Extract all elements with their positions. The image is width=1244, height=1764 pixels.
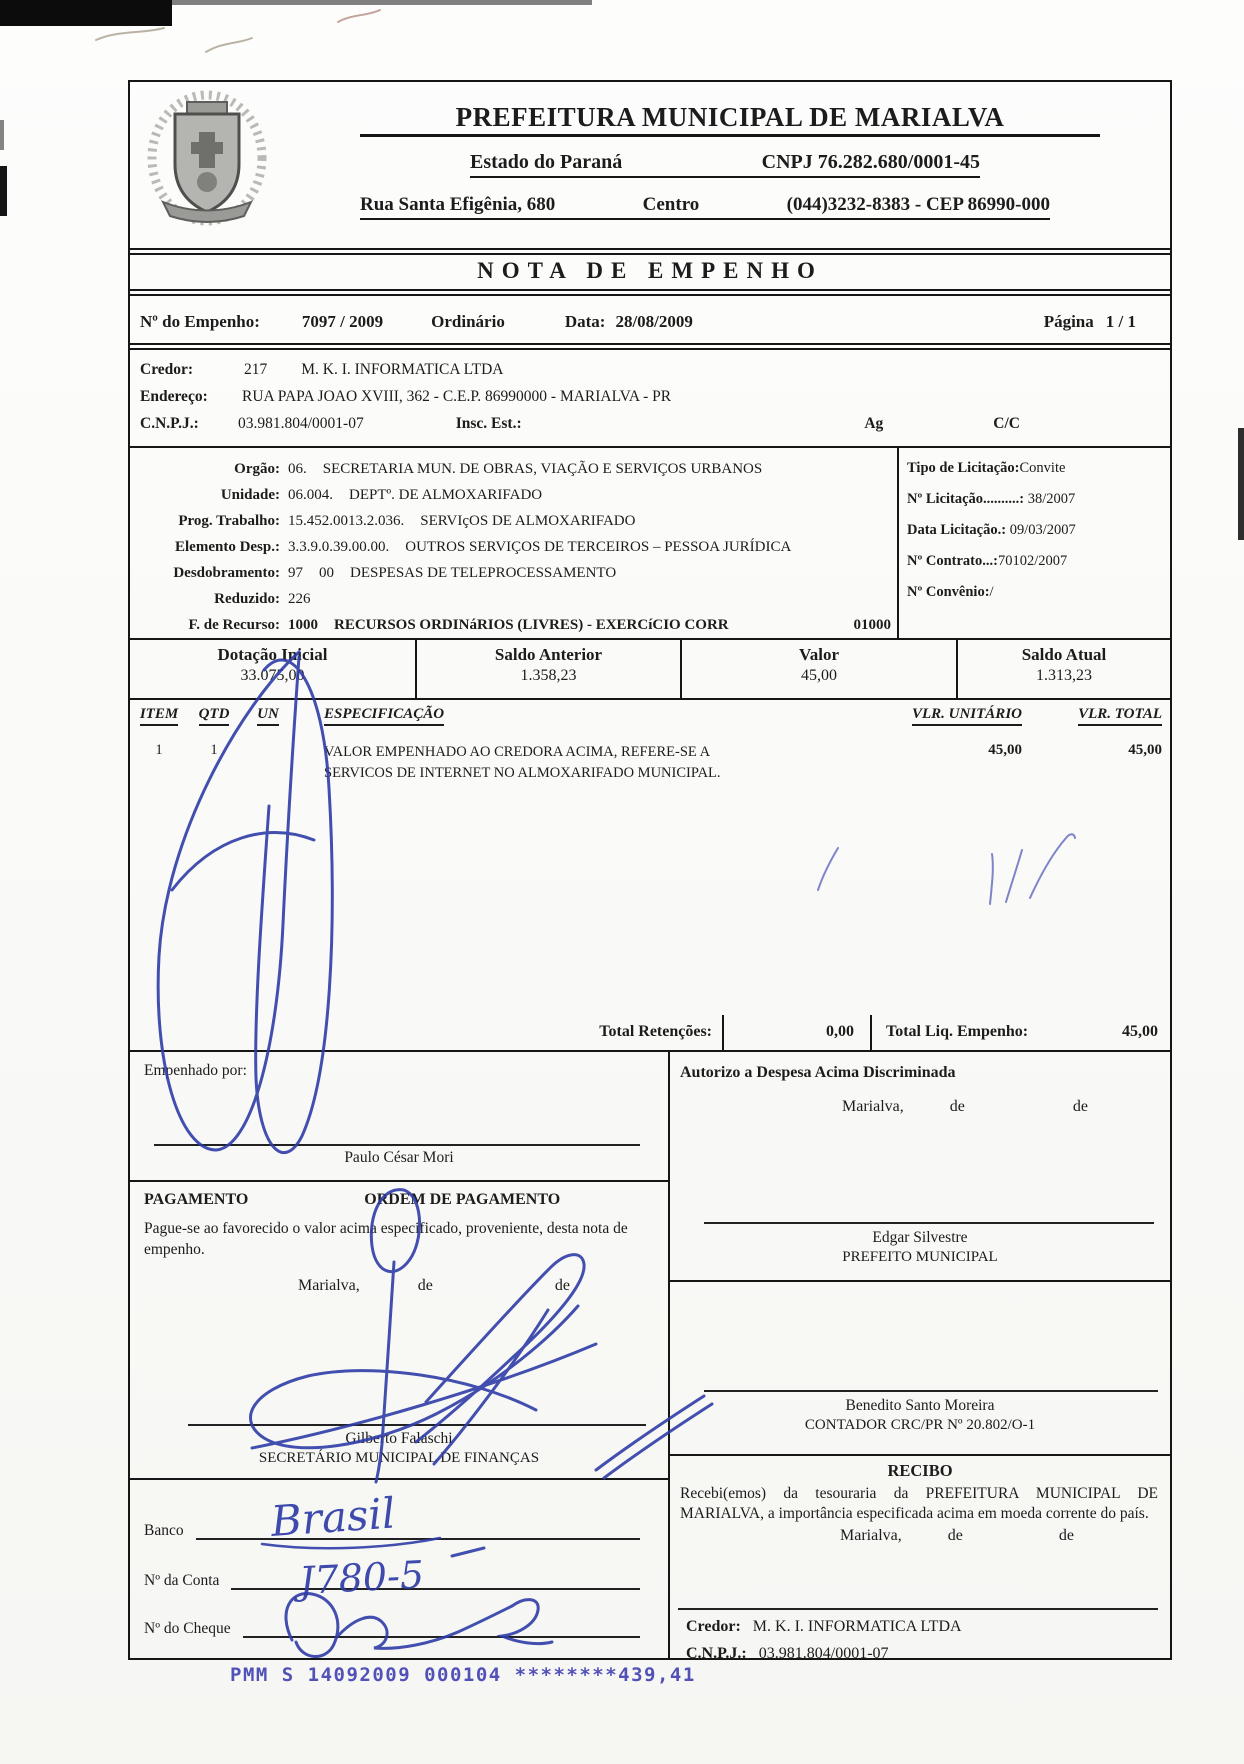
scan-artifact-left-edge	[0, 166, 7, 216]
item-total-value: 45,00	[1128, 742, 1162, 758]
licitacao-data-value: 09/03/2007	[1009, 522, 1076, 538]
pagamento-titles	[130, 1182, 668, 1209]
top-smudge-2	[206, 38, 252, 52]
item-number: 1	[155, 742, 163, 758]
de-word-2: de	[1058, 1527, 1074, 1545]
recibo-credor-nome: M. K. I. INFORMATICA LTDA	[752, 1618, 962, 1635]
unidade-desc: DEPTº. DE ALMOXARIFADO	[349, 487, 543, 503]
elemento-label: Elemento Desp.:	[175, 539, 280, 555]
phone-cep: (044)3232-8383 - CEP 86990-000	[786, 194, 1050, 215]
licitacao-numero-value: 38/2007	[1027, 491, 1076, 507]
cheque-fill-line	[243, 1606, 640, 1638]
empenho-number-label: Nº do Empenho:	[140, 312, 260, 331]
contador-section	[670, 1280, 1170, 1454]
total-liquido-label: Total Liq. Empenho:	[886, 1023, 1029, 1040]
contrato-value: 70102/2007	[997, 553, 1068, 569]
autorizo-title: Autorizo a Despesa Acima Discriminada	[680, 1064, 956, 1081]
creditor-row	[140, 360, 1170, 380]
licitacao-numero-label: Nº Licitação..........:	[907, 491, 1025, 507]
header-text-block	[300, 102, 1170, 220]
header-un: UN	[257, 706, 279, 726]
empenhado-por-section	[130, 1052, 668, 1180]
budget-classification-box	[128, 448, 1172, 640]
creditor-code: 217	[244, 361, 268, 378]
signatures-area	[128, 1052, 1172, 1660]
prefeito-cargo: PREFEITO MUNICIPAL	[842, 1249, 998, 1265]
city-name: Marialva,	[840, 1527, 902, 1545]
reduzido-label: Reduzido:	[214, 591, 280, 607]
de-word-2: de	[554, 1276, 570, 1294]
header-vlr-total: VLR. TOTAL	[1078, 706, 1162, 726]
budget-row-orgao	[130, 458, 897, 480]
budget-row-elemento	[130, 536, 897, 558]
total-retencoes-value: 0,00	[722, 1015, 872, 1050]
empenho-number-value: 7097 / 2009	[301, 312, 384, 331]
address-value: RUA PAPA JOAO XVIII, 362 - C.E.P. 86990000 - MARIALVA - PR	[242, 388, 672, 405]
convenio-numero	[907, 584, 1170, 601]
pagamento-section	[130, 1180, 668, 1478]
signature-line-prefeito	[704, 1222, 1154, 1224]
recibo-cnpj-line	[686, 1645, 889, 1663]
balances-row	[128, 640, 1172, 700]
licitacao-data-label: Data Licitação.:	[907, 522, 1007, 538]
convenio-value: /	[989, 584, 994, 600]
de-word-1: de	[947, 1527, 963, 1545]
empenho-type: Ordinário	[431, 312, 505, 331]
scan-artifact-left-edge-2	[0, 120, 4, 150]
conta-handwriting: J780-5	[298, 1552, 426, 1603]
pagamento-title: PAGAMENTO	[144, 1191, 249, 1208]
header-vlr-unitario: VLR. UNITÁRIO	[912, 706, 1022, 726]
cheque-label: Nº do Cheque	[144, 1620, 231, 1637]
orgao-desc: SECRETARIA MUN. DE OBRAS, VIAÇÃO E SERVIÇOS URBANOS	[322, 461, 763, 477]
prefeito-nome: Edgar Silvestre	[872, 1229, 968, 1246]
conta-label: Nº da Conta	[144, 1572, 220, 1589]
licitacao-tipo	[907, 460, 1170, 477]
creditor-label: Credor:	[140, 361, 194, 378]
signature-line-contador	[704, 1390, 1158, 1392]
contrato-numero	[907, 553, 1170, 570]
fonte-recurso-code: 1000	[288, 617, 318, 633]
item-unit-value: 45,00	[988, 742, 1022, 758]
item-row	[130, 742, 1170, 784]
reduzido-code: 226	[288, 591, 311, 607]
recibo-cnpj-label: C.N.P.J.:	[686, 1645, 747, 1662]
autorizacao-section	[670, 1052, 1170, 1280]
licitacao-column	[897, 448, 1170, 638]
item-specification: VALOR EMPENHADO AO CREDORA ACIMA, REFERE-SE A SERVICOS DE INTERNET NO ALMOXARIFADO MUNICIPAL.	[324, 744, 721, 782]
budget-rows	[130, 448, 897, 638]
dotacao-inicial-value: 33.075,00	[240, 667, 305, 684]
banco-row	[144, 1508, 668, 1540]
fonte-recurso-label: F. de Recurso:	[188, 617, 280, 633]
secretario-nome: Gilberto Falaschi	[345, 1430, 453, 1447]
recibo-cnpj-value: 03.981.804/0001-07	[758, 1645, 889, 1662]
creditor-cnpj-value: 03.981.804/0001-07	[238, 415, 364, 432]
budget-row-reduzido	[130, 588, 897, 610]
cnpj-label: CNPJ 76.282.680/0001-45	[761, 151, 980, 173]
valor-label: Valor	[799, 645, 839, 664]
desdobramento-code: 97	[288, 565, 303, 581]
total-liquido-value: 45,00	[1122, 1023, 1158, 1040]
totals-spacer	[130, 1015, 522, 1050]
de-word-1: de	[949, 1098, 965, 1115]
agency-label: Ag	[864, 415, 884, 432]
creditor-cnpj-row	[140, 414, 1170, 434]
banco-handwriting: Brasil	[269, 1488, 397, 1546]
signature-line-secretario	[188, 1424, 646, 1426]
licitacao-data	[907, 522, 1170, 539]
recibo-paragraph: Recebi(emos) da tesouraria da PREFEITURA MUNICIPAL DE MARIALVA, a importância especificada acima em moeda corrente do país.	[680, 1485, 1158, 1523]
scan-artifact-top-edge	[172, 0, 592, 5]
prog-trabalho-code: 15.452.0013.2.036.	[288, 513, 405, 529]
scan-artifact-right-edge	[1238, 428, 1244, 540]
totals-strip	[128, 1015, 1172, 1052]
creditor-box	[128, 350, 1172, 448]
desdobramento-desc: DESPESAS DE TELEPROCESSAMENTO	[350, 565, 617, 581]
fonte-recurso-desc: RECURSOS ORDINáRIOS (LIVRES) - EXERCíCIO CORR	[334, 617, 729, 633]
address-label: Endereço:	[140, 388, 208, 405]
pagamento-city-date-line	[130, 1277, 668, 1295]
saldo-atual-cell	[958, 640, 1170, 698]
elemento-desc: OUTROS SERVIÇOS DE TERCEIROS – PESSOA JURÍDICA	[405, 539, 792, 555]
saldo-atual-value: 1.313,23	[1036, 667, 1092, 684]
dot-matrix-footer-code: PMM S 14092009 000104 ********439,41	[230, 1664, 696, 1686]
saldo-anterior-value: 1.358,23	[520, 667, 577, 684]
items-table	[128, 700, 1172, 1015]
orgao-code: 06.	[288, 461, 307, 477]
licitacao-tipo-label: Tipo de Licitação:	[907, 460, 1020, 476]
contrato-label: Nº Contrato...:	[907, 553, 998, 569]
state-registration-label: Insc. Est.:	[455, 415, 522, 432]
prog-trabalho-desc: SERVIçOS DE ALMOXARIFADO	[420, 513, 636, 529]
recibo-rule-line	[678, 1608, 1158, 1610]
total-retencoes-label: Total Retenções:	[599, 1023, 712, 1040]
empenhado-por-nome: Paulo César Mori	[344, 1149, 454, 1166]
header-state-cnpj-line	[470, 151, 980, 178]
recibo-credor-line	[686, 1618, 962, 1636]
header-especificacao: ESPECIFICAÇÃO	[324, 706, 444, 726]
licitacao-tipo-value: Convite	[1019, 460, 1066, 476]
contador-nome: Benedito Santo Moreira	[845, 1397, 995, 1414]
creditor-cnpj-label: C.N.P.J.:	[140, 415, 199, 432]
recibo-title: RECIBO	[887, 1461, 953, 1480]
de-word-2: de	[1072, 1098, 1088, 1115]
autorizo-city-date-line	[670, 1098, 1170, 1116]
page-label: Página	[1043, 312, 1094, 331]
municipality-title: PREFEITURA MUNICIPAL DE MARIALVA	[360, 102, 1100, 137]
city-name: Marialva,	[298, 1276, 360, 1294]
item-quantity: 1	[210, 742, 218, 758]
recibo-city-date-line	[670, 1527, 1170, 1545]
unidade-code: 06.004.	[288, 487, 333, 503]
fonte-recurso-extra-code: 01000	[853, 617, 891, 633]
item-unit	[240, 742, 296, 784]
header-item: ITEM	[140, 706, 178, 726]
date-value: 28/08/2009	[615, 312, 693, 331]
valor-cell	[682, 640, 958, 698]
ordem-pagamento-title: ORDEM DE PAGAMENTO	[364, 1191, 561, 1208]
creditor-address-row	[140, 387, 1170, 407]
secretario-cargo: SECRETÁRIO MUNICIPAL DE FINANÇAS	[258, 1450, 540, 1466]
header-qtd: QTD	[199, 706, 230, 726]
saldo-atual-label: Saldo Atual	[1021, 645, 1107, 664]
banco-label: Banco	[144, 1522, 184, 1539]
signature-line-empenhado	[154, 1144, 640, 1146]
budget-row-unidade	[130, 484, 897, 506]
street-address: Rua Santa Efigênia, 680	[360, 194, 556, 215]
document-title-bar	[128, 250, 1172, 296]
page-value: 1 / 1	[1105, 312, 1136, 331]
top-smudge-1	[96, 28, 164, 40]
state-label: Estado do Paraná	[470, 151, 623, 173]
district-label: Centro	[642, 194, 700, 215]
date-label: Data:	[564, 312, 606, 331]
conta-row	[144, 1558, 668, 1590]
saldo-anterior-cell	[417, 640, 682, 698]
prog-trabalho-label: Prog. Trabalho:	[178, 513, 280, 529]
nota-de-empenho-document	[128, 80, 1172, 1660]
recibo-credor-label: Credor:	[686, 1618, 741, 1635]
recibo-section	[670, 1454, 1170, 1662]
de-word-1: de	[417, 1276, 433, 1294]
empenhado-por-label: Empenhado por:	[144, 1062, 247, 1079]
bank-details-section	[130, 1478, 668, 1658]
document-header	[128, 80, 1172, 250]
banco-fill-line	[196, 1508, 640, 1540]
desdobramento-label: Desdobramento:	[173, 565, 280, 581]
account-label: C/C	[993, 415, 1020, 432]
coat-of-arms-logo	[146, 90, 268, 228]
document-title: NOTA DE EMPENHO	[477, 258, 823, 283]
creditor-name: M. K. I. INFORMATICA LTDA	[301, 361, 504, 378]
elemento-code: 3.3.9.0.39.00.00.	[288, 539, 390, 555]
valor-value: 45,00	[801, 667, 837, 684]
dotacao-inicial-label: Dotação Inicial	[217, 645, 328, 664]
contador-cargo: CONTADOR CRC/PR Nº 20.802/O-1	[804, 1417, 1036, 1433]
orgao-label: Orgão:	[234, 461, 280, 477]
desdobramento-code2: 00	[319, 565, 334, 581]
pague-se-paragraph: Pague-se ao favorecido o valor acima especificado, proveniente, desta nota de empenho.	[144, 1220, 628, 1258]
dotacao-inicial-cell	[130, 640, 417, 698]
scan-artifact-top-left	[0, 0, 172, 26]
unidade-label: Unidade:	[220, 487, 280, 503]
cheque-row	[144, 1606, 668, 1638]
items-table-header	[130, 700, 1170, 726]
budget-row-prog-trabalho	[130, 510, 897, 532]
convenio-label: Nº Convênio:	[907, 584, 990, 600]
budget-row-fonte-recurso	[130, 614, 897, 636]
city-name: Marialva,	[842, 1098, 904, 1115]
right-column	[670, 1052, 1170, 1662]
budget-row-desdobramento	[130, 562, 897, 584]
header-address-line	[360, 194, 1050, 220]
top-smudge-3	[338, 10, 380, 22]
left-column	[130, 1052, 670, 1658]
empenho-number-row	[128, 296, 1172, 350]
conta-fill-line	[231, 1558, 640, 1590]
licitacao-numero	[907, 491, 1170, 508]
saldo-anterior-label: Saldo Anterior	[494, 645, 603, 664]
